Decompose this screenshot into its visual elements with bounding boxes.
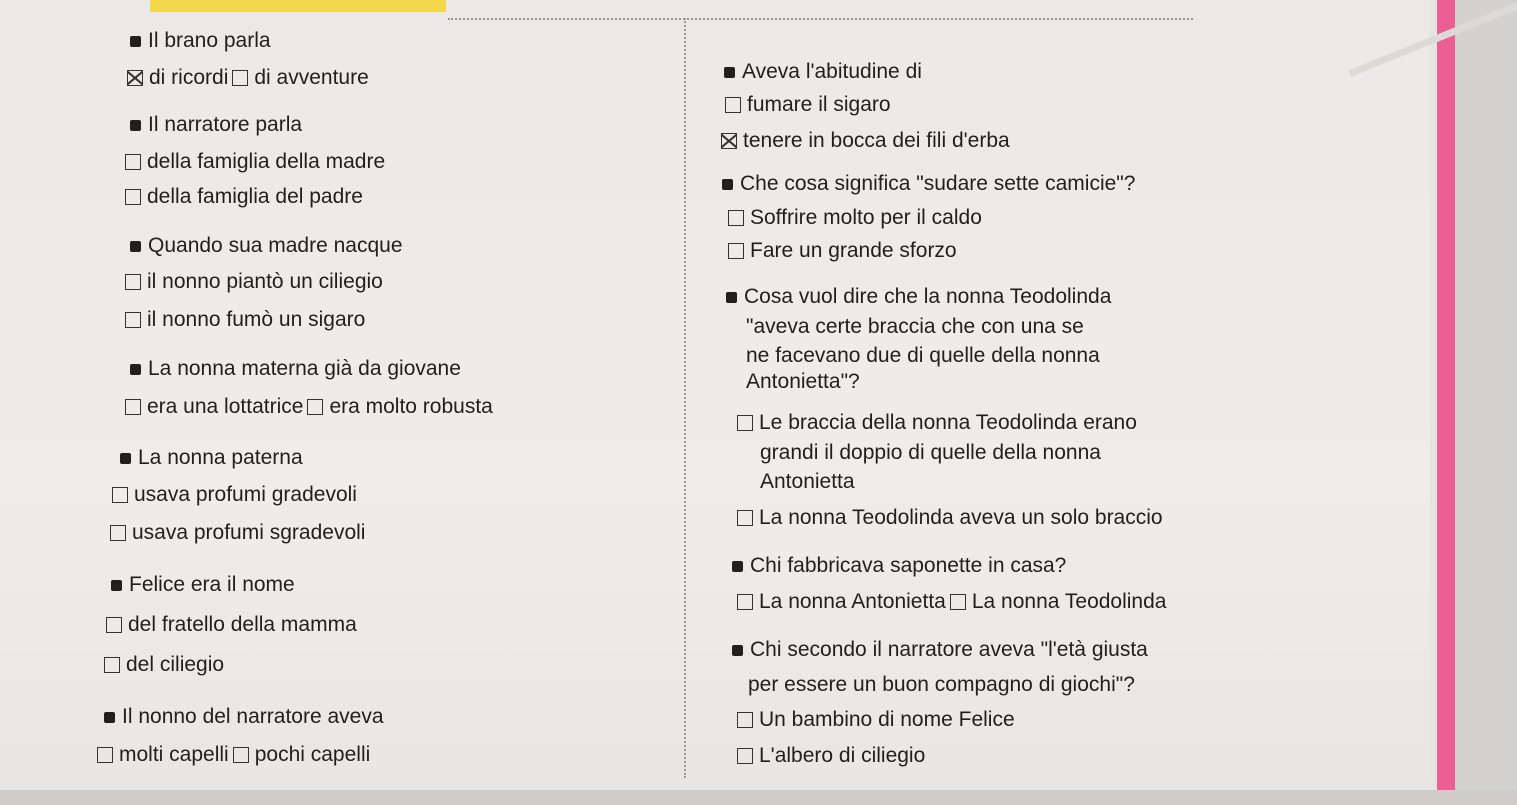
question-title: Cosa vuol dire che la nonna Teodolinda xyxy=(726,285,1111,309)
question-title: Il narratore parla xyxy=(130,113,302,137)
bullet-icon xyxy=(111,580,122,591)
checkbox[interactable] xyxy=(125,312,141,328)
bullet-icon xyxy=(130,120,141,131)
question-title-line: ne facevano due di quelle della nonna xyxy=(746,344,1100,367)
answer-row: il nonno fumò un sigaro xyxy=(125,308,365,332)
checkbox[interactable] xyxy=(125,154,141,170)
answer-row: La nonna Antonietta La nonna Teodolinda xyxy=(737,590,1166,614)
adjacent-page xyxy=(1455,0,1517,805)
bullet-icon xyxy=(726,292,737,303)
pink-margin-band xyxy=(1437,0,1455,805)
checkbox[interactable] xyxy=(125,399,141,415)
answer-line: grandi il doppio di quelle della nonna xyxy=(760,441,1101,464)
checkbox[interactable] xyxy=(950,594,966,610)
question-title-line: per essere un buon compagno di giochi"? xyxy=(748,673,1135,696)
checkbox[interactable] xyxy=(725,97,741,113)
bullet-icon xyxy=(722,179,733,190)
bullet-icon xyxy=(724,67,735,78)
page-bottom-edge xyxy=(0,790,1517,805)
answer-row: di ricordi di avventure xyxy=(127,66,369,90)
checkbox[interactable] xyxy=(112,487,128,503)
answer-row: Le braccia della nonna Teodolinda erano xyxy=(737,411,1137,435)
checkbox[interactable] xyxy=(737,415,753,431)
checkbox[interactable] xyxy=(106,617,122,633)
checkbox[interactable] xyxy=(232,70,248,86)
answer-row: Un bambino di nome Felice xyxy=(737,708,1015,732)
question-title: Chi secondo il narratore aveva "l'età giusta xyxy=(732,638,1148,662)
checkbox[interactable] xyxy=(110,525,126,541)
bullet-icon xyxy=(732,645,743,656)
answer-row: il nonno piantò un ciliegio xyxy=(125,270,383,294)
checkbox[interactable] xyxy=(233,747,249,763)
checkbox[interactable] xyxy=(307,399,323,415)
checkbox[interactable] xyxy=(97,747,113,763)
dotted-divider-vertical xyxy=(684,18,686,778)
bullet-icon xyxy=(104,712,115,723)
question-title: Il brano parla xyxy=(130,29,271,53)
answer-row: molti capelli pochi capelli xyxy=(97,743,370,767)
checkbox[interactable] xyxy=(104,657,120,673)
checkbox[interactable] xyxy=(737,748,753,764)
answer-row: L'albero di ciliegio xyxy=(737,744,925,768)
checkbox[interactable] xyxy=(125,274,141,290)
answer-row: Fare un grande sforzo xyxy=(728,239,957,263)
answer-row: del ciliegio xyxy=(104,653,224,677)
question-title: Quando sua madre nacque xyxy=(130,234,403,258)
question-title: La nonna paterna xyxy=(120,446,303,470)
question-title: Aveva l'abitudine di xyxy=(724,60,922,84)
question-title: Che cosa significa "sudare sette camicie"? xyxy=(722,172,1135,196)
bullet-icon xyxy=(130,364,141,375)
answer-row: La nonna Teodolinda aveva un solo braccio xyxy=(737,506,1163,530)
question-title: Felice era il nome xyxy=(111,573,295,597)
yellow-strip xyxy=(150,0,446,12)
bullet-icon xyxy=(732,561,743,572)
checkbox[interactable] xyxy=(125,189,141,205)
answer-row: usava profumi gradevoli xyxy=(112,483,357,507)
question-title: Chi fabbricava saponette in casa? xyxy=(732,554,1066,578)
answer-row: della famiglia della madre xyxy=(125,150,385,174)
answer-line: Antonietta xyxy=(760,470,855,493)
question-title-line: "aveva certe braccia che con una se xyxy=(746,315,1084,338)
answer-row: del fratello della mamma xyxy=(106,613,357,637)
question-title: La nonna materna già da giovane xyxy=(130,357,461,381)
checkbox[interactable] xyxy=(728,243,744,259)
checkbox[interactable] xyxy=(728,210,744,226)
answer-row: tenere in bocca dei fili d'erba xyxy=(721,129,1010,153)
answer-row: era una lottatrice era molto robusta xyxy=(125,395,493,419)
checkbox[interactable] xyxy=(737,594,753,610)
dotted-divider-horizontal xyxy=(448,18,1193,20)
bullet-icon xyxy=(130,241,141,252)
checkbox-checked[interactable] xyxy=(721,133,737,149)
answer-row: Soffrire molto per il caldo xyxy=(728,206,982,230)
question-title-line: Antonietta"? xyxy=(746,370,860,393)
answer-row: usava profumi sgradevoli xyxy=(110,521,365,545)
checkbox[interactable] xyxy=(737,712,753,728)
checkbox[interactable] xyxy=(737,510,753,526)
answer-row: fumare il sigaro xyxy=(725,93,891,117)
question-title: Il nonno del narratore aveva xyxy=(104,705,384,729)
answer-row: della famiglia del padre xyxy=(125,185,363,209)
bullet-icon xyxy=(130,36,141,47)
bullet-icon xyxy=(120,453,131,464)
checkbox-checked[interactable] xyxy=(127,70,143,86)
